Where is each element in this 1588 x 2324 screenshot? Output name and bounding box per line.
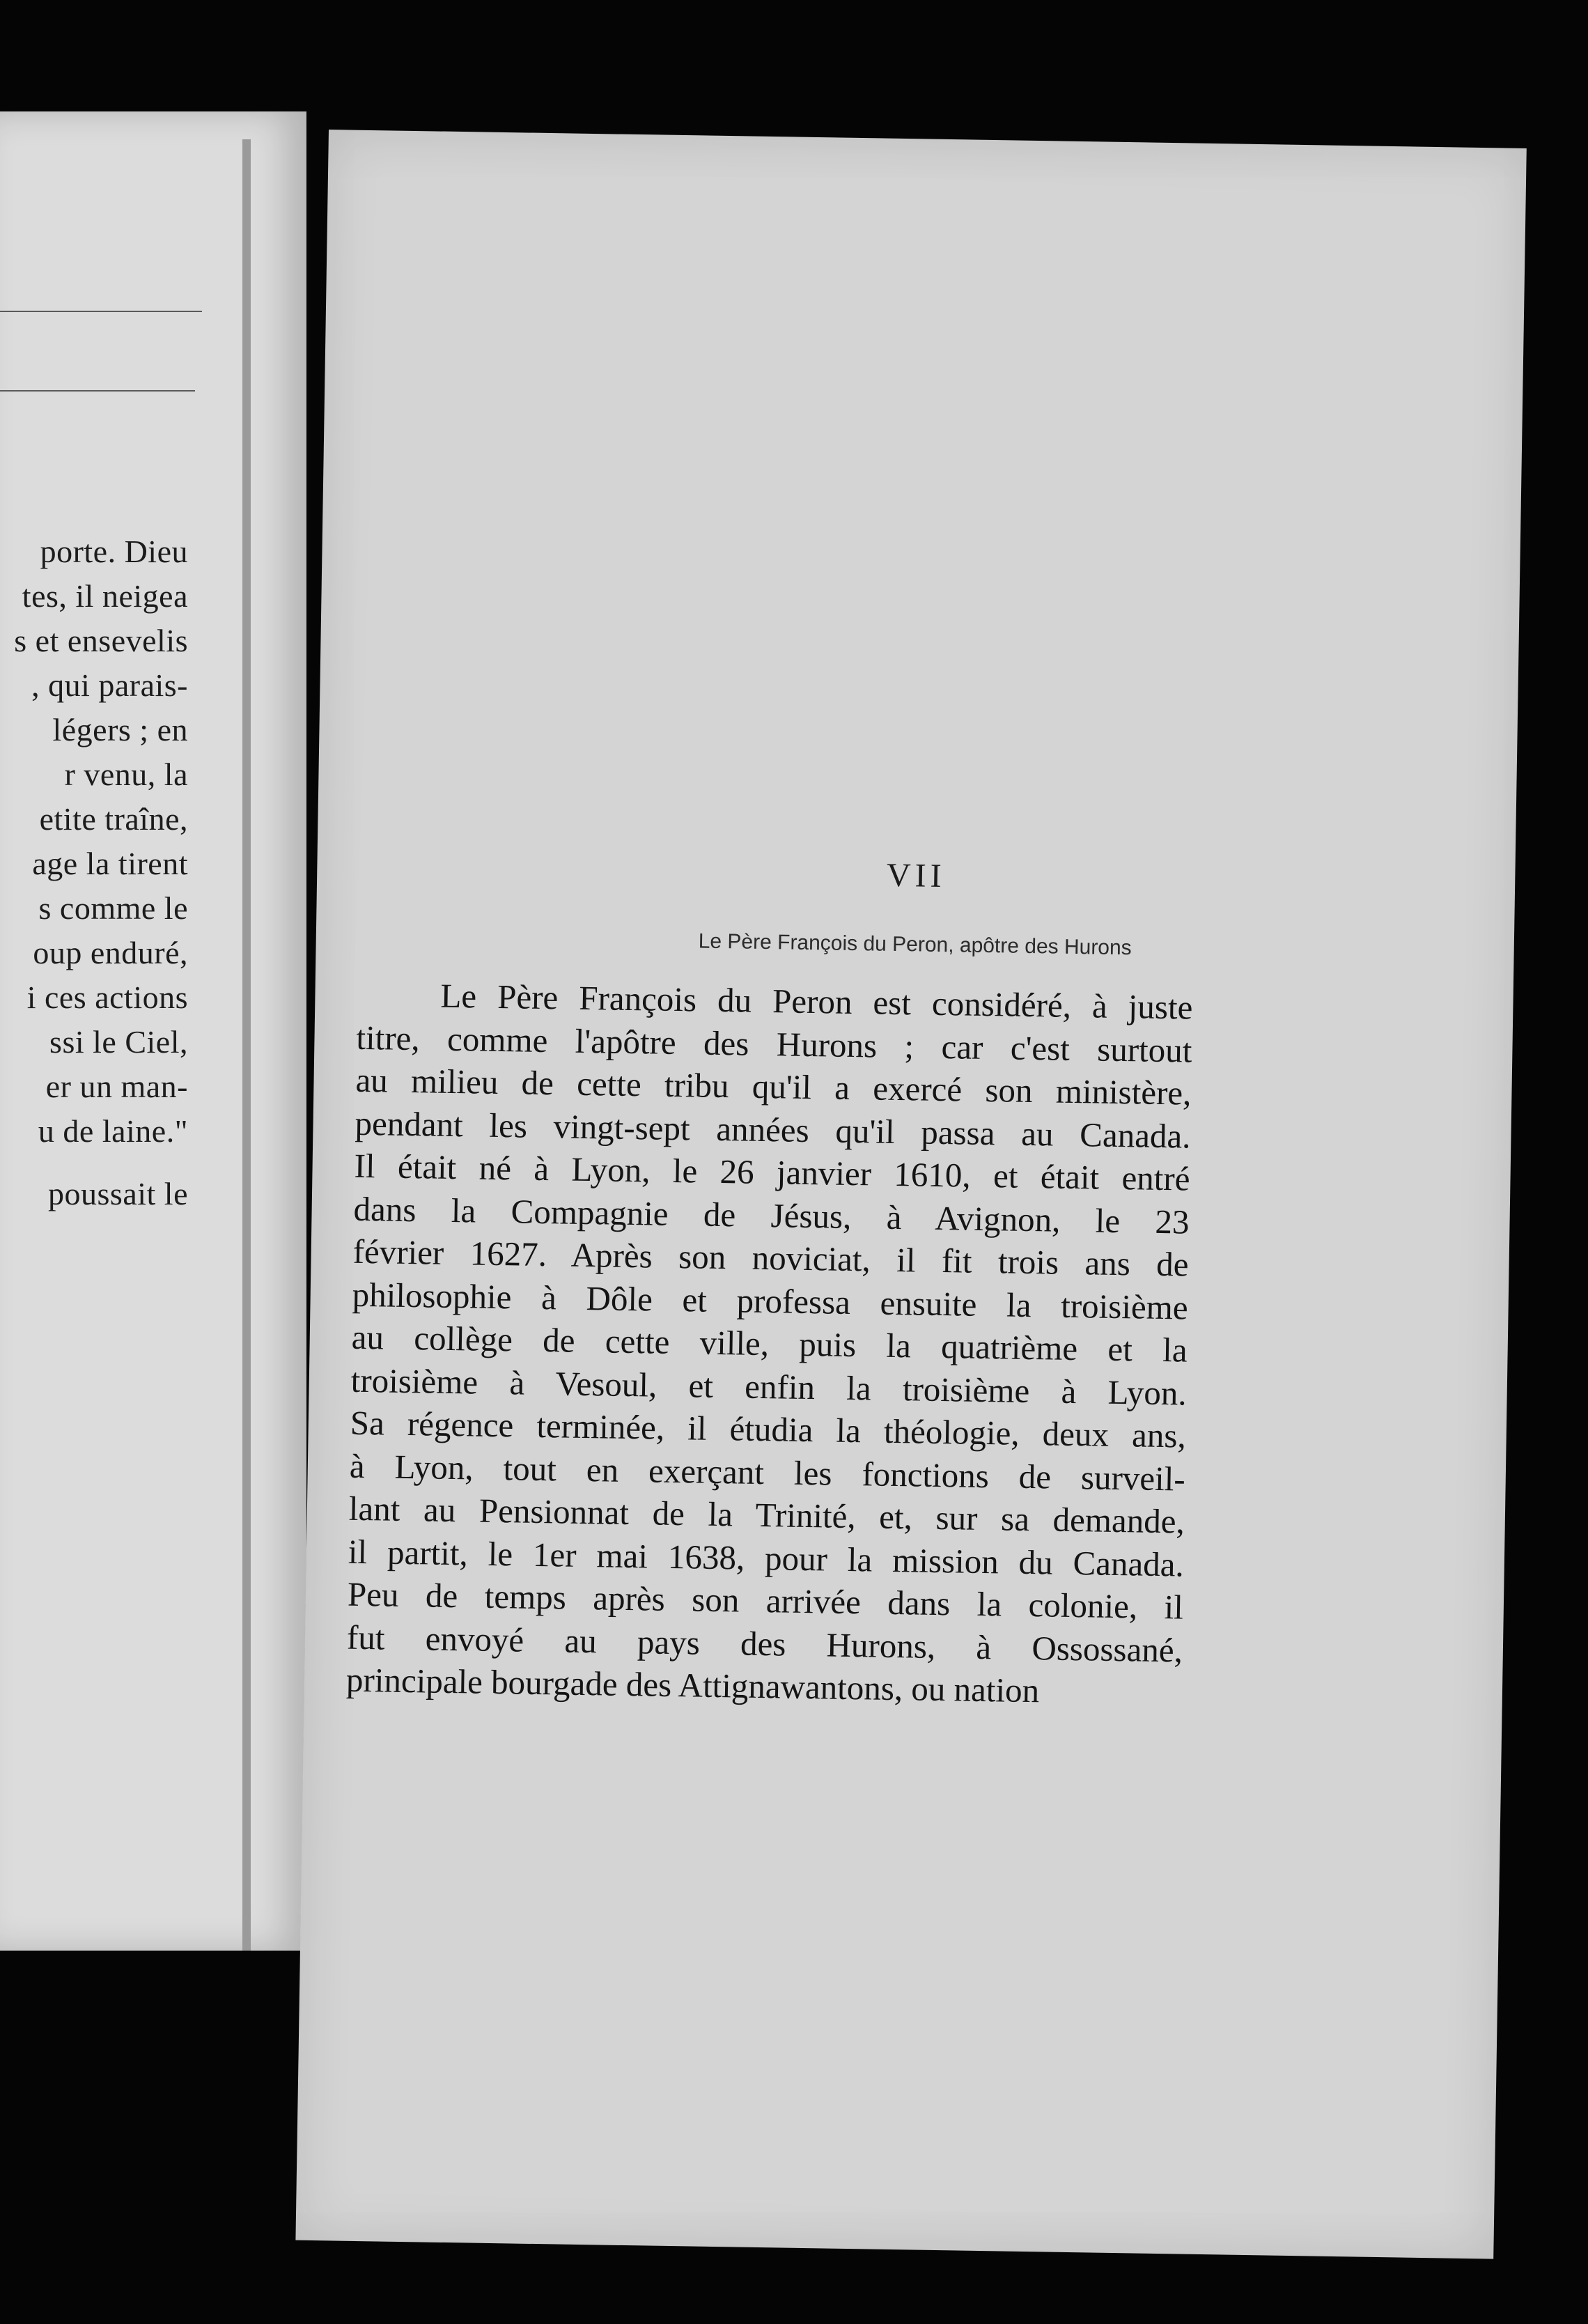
paragraph-line: Il était né à Lyon, le 26 janvier 1610, et était entré	[354, 1146, 1190, 1198]
paragraph-line: fut envoyé au pays des Hurons, à Ossossané,	[346, 1618, 1183, 1670]
paragraph-line: au collège de cette ville, puis la quatrième et la	[351, 1317, 1188, 1370]
left-page-line: oup enduré,	[33, 935, 188, 970]
chapter-paragraph	[346, 973, 1193, 1714]
paragraph-line: Peu de temps après son arrivée dans la colonie, il	[347, 1574, 1184, 1627]
paragraph-line: à Lyon, tout en exerçant les fonctions de surveil-	[349, 1446, 1186, 1498]
left-page-text	[0, 529, 188, 1216]
chapter-title: Le Père François du Peron, apôtre des Hurons	[698, 929, 1132, 960]
left-page-rule-bottom	[0, 390, 195, 392]
paragraph-line: pendant les vingt-sept années qu'il passa au Canada.	[355, 1103, 1191, 1156]
left-page-line: , qui parais-	[31, 667, 188, 703]
left-page-line: ssi le Ciel,	[49, 1024, 188, 1060]
right-page	[295, 130, 1526, 2259]
paragraph-line: principale bourgade des Attignawantons, ou nation	[345, 1660, 1040, 1710]
paragraph-line: lant au Pensionnat de la Trinité, et, sur sa demande,	[348, 1489, 1185, 1541]
paragraph-line: Le Père François du Peron est considéré, à juste	[440, 976, 1193, 1027]
left-page-line: s comme le	[38, 890, 188, 926]
left-page-last-line: poussait le	[48, 1176, 188, 1211]
chapter-number: VII	[886, 856, 947, 895]
left-page-fragment	[0, 111, 306, 1951]
left-page-line: i ces actions	[26, 979, 188, 1015]
left-page-line: u de laine."	[38, 1113, 188, 1149]
paragraph-line: au milieu de cette tribu qu'il a exercé son ministère,	[355, 1060, 1192, 1113]
paragraph-line: troisième à Vesoul, et enfin la troisième à Lyon.	[350, 1361, 1188, 1413]
left-page-line: age la tirent	[32, 846, 188, 881]
left-page-rule-top	[0, 311, 202, 312]
left-page-line: légers ; en	[52, 712, 188, 747]
paragraph-line: dans la Compagnie de Jésus, à Avignon, le 23	[353, 1189, 1190, 1241]
left-page-line: r venu, la	[64, 757, 188, 792]
paragraph-line: février 1627. Après son noviciat, il fit trois ans de	[352, 1232, 1189, 1284]
paragraph-line: philosophie à Dôle et professa ensuite la troisième	[352, 1275, 1189, 1327]
left-page-line: porte. Dieu	[40, 534, 188, 569]
page-gutter	[242, 139, 251, 1951]
paragraph-line: il partit, le 1er mai 1638, pour la mission du Canada.	[348, 1532, 1185, 1584]
left-page-line: s et ensevelis	[14, 623, 188, 658]
left-page-line: tes, il neigea	[22, 578, 188, 614]
paragraph-line: titre, comme l'apôtre des Hurons ; car c'est surtout	[356, 1018, 1192, 1070]
paragraph-line: Sa régence terminée, il étudia la théologie, deux ans,	[350, 1403, 1187, 1455]
left-page-line: etite traîne,	[39, 801, 188, 837]
left-page-line: er un man-	[45, 1069, 188, 1104]
